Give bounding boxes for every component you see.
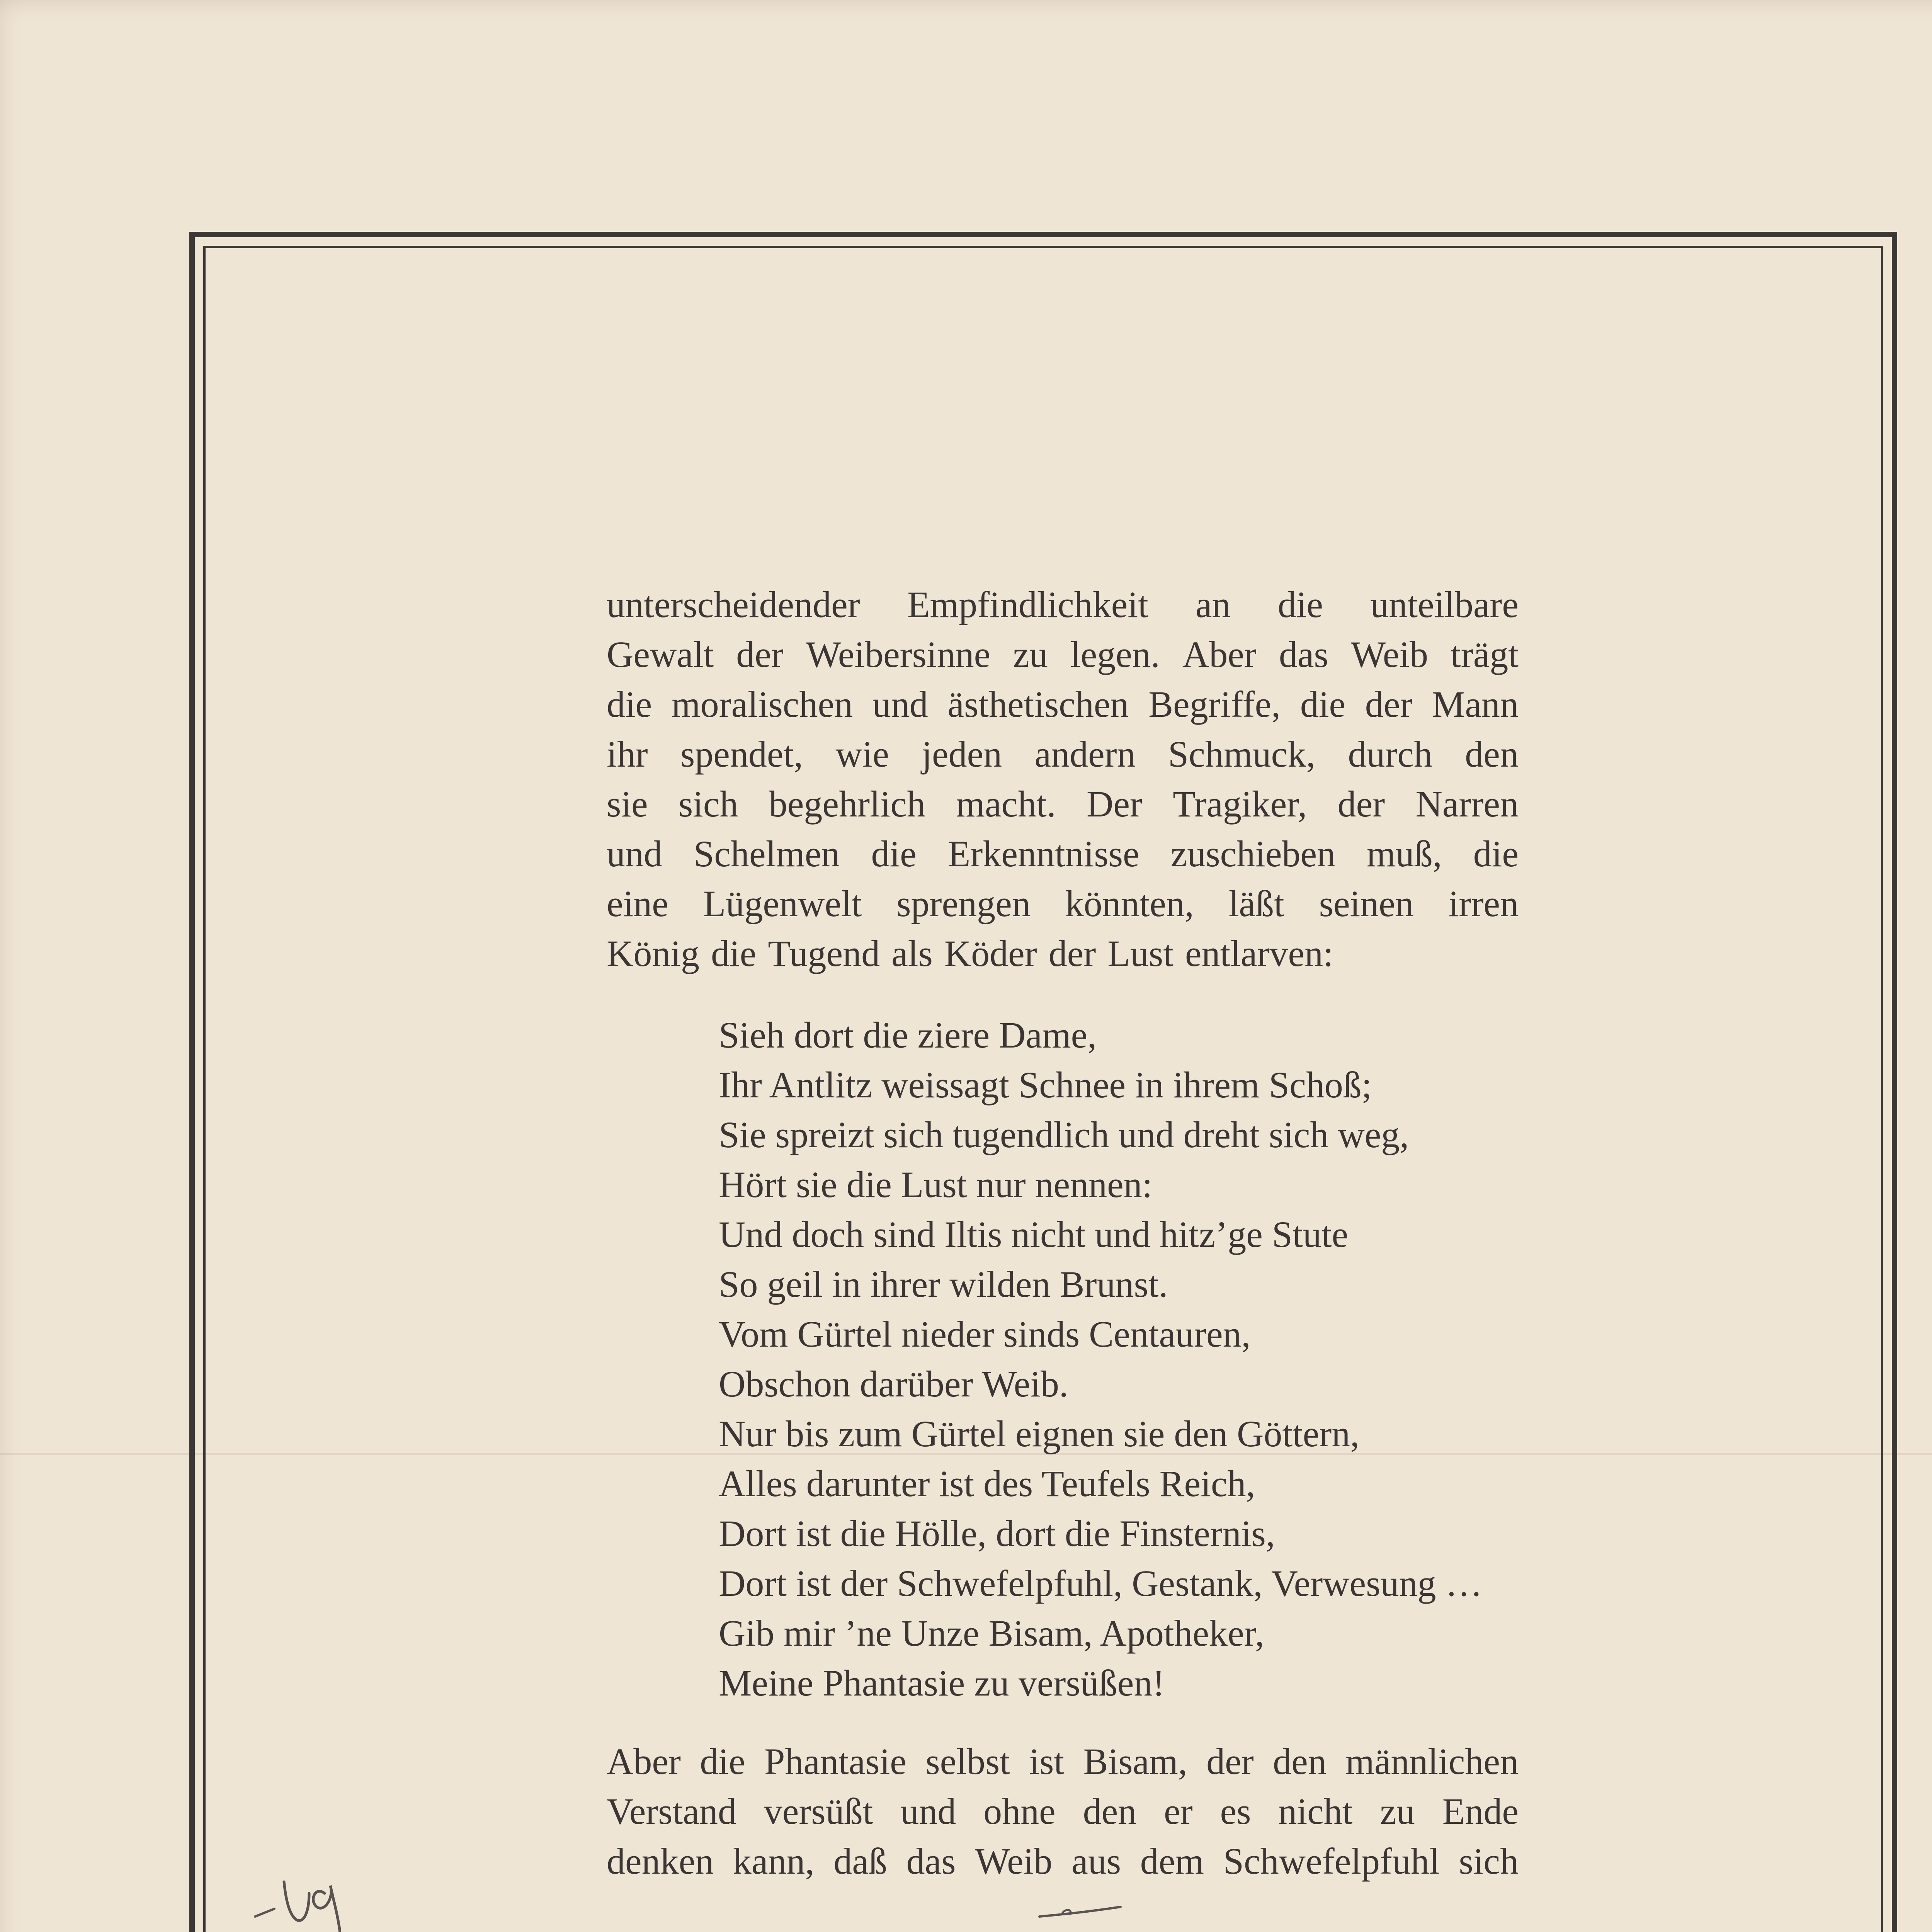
- word: sich: [678, 783, 738, 825]
- word: den: [1083, 1791, 1137, 1832]
- word: er: [1164, 1791, 1193, 1832]
- word: Verstand: [607, 1791, 736, 1832]
- word: trägt: [1451, 634, 1519, 675]
- prose-line: [607, 929, 1519, 978]
- word: durch: [1348, 733, 1433, 775]
- word: und: [872, 684, 928, 725]
- word: König: [607, 933, 699, 974]
- prose-line: [607, 679, 1519, 729]
- word: Weib: [1350, 634, 1429, 675]
- verse-line: Obschon darüber Weib.: [719, 1363, 1068, 1405]
- word: Schmuck,: [1168, 733, 1316, 775]
- word: kann,: [733, 1840, 815, 1882]
- word: Mann: [1432, 684, 1519, 725]
- verse-line: Sieh dort die ziere Dame,: [719, 1014, 1097, 1056]
- verse-line: Gib mir ’ne Unze Bisam, Apotheker,: [719, 1612, 1264, 1654]
- word: entlarven:: [1185, 933, 1333, 974]
- word: zu: [1380, 1791, 1415, 1832]
- handwritten-signature: [247, 1851, 394, 1932]
- word: versüßt: [764, 1791, 873, 1832]
- word: den: [1273, 1741, 1327, 1782]
- word: läßt: [1228, 883, 1284, 924]
- word: als: [891, 933, 933, 974]
- word: Lügenwelt: [703, 883, 862, 924]
- word: die: [607, 684, 652, 725]
- word: sprengen: [896, 883, 1031, 924]
- word: Schelmen: [693, 833, 840, 874]
- word: könnten,: [1065, 883, 1194, 924]
- word: legen.: [1070, 634, 1160, 675]
- word: der: [1048, 933, 1096, 974]
- word: Aber: [1182, 634, 1257, 675]
- word: der: [1206, 1741, 1254, 1782]
- word: an: [1195, 584, 1231, 625]
- word: Empfindlichkeit: [907, 584, 1148, 625]
- word: der: [736, 634, 784, 675]
- word: das: [1279, 634, 1328, 675]
- prose-line: [607, 1786, 1519, 1836]
- word: unteilbare: [1370, 584, 1519, 625]
- word: spendet,: [680, 733, 803, 775]
- word: die: [871, 833, 917, 874]
- word: irren: [1448, 883, 1519, 924]
- word: Tragiker,: [1173, 783, 1307, 825]
- paragraph-2: [607, 1736, 1519, 1886]
- word: es: [1220, 1791, 1251, 1832]
- verse-line: Nur bis zum Gürtel eignen sie den Göttern,: [719, 1413, 1360, 1454]
- prose-line: [607, 729, 1519, 779]
- word: jeden: [922, 733, 1002, 775]
- word: muß,: [1367, 833, 1442, 874]
- verse-line: Dort ist die Hölle, dort die Finsternis,: [719, 1513, 1275, 1554]
- word: der: [1365, 684, 1413, 725]
- verse-line: Und doch sind Iltis nicht und hitz’ge Stute: [719, 1214, 1349, 1255]
- verse-line: Alles darunter ist des Teufels Reich,: [719, 1463, 1255, 1504]
- verse-line: Meine Phantasie zu versüßen!: [719, 1662, 1165, 1704]
- word: Köder: [944, 933, 1037, 974]
- word: Tugend: [768, 933, 880, 974]
- word: Erkenntnisse: [947, 833, 1139, 874]
- prose-line: [607, 1736, 1519, 1786]
- verse-line: Sie spreizt sich tugendlich und dreht sich weg,: [719, 1114, 1409, 1155]
- word: Lust: [1107, 933, 1173, 974]
- word: macht.: [956, 783, 1056, 825]
- word: Bisam,: [1083, 1741, 1187, 1782]
- word: und: [607, 833, 662, 874]
- text-block: [607, 580, 1519, 1886]
- word: Aber: [607, 1741, 681, 1782]
- word: der: [1337, 783, 1385, 825]
- verse-line: Dort ist der Schwefelpfuhl, Gestank, Verwesung …: [719, 1563, 1483, 1604]
- verse-line: So geil in ihrer wilden Brunst.: [719, 1264, 1168, 1305]
- word: zuschieben: [1170, 833, 1336, 874]
- word: ihr: [607, 733, 648, 775]
- word: selbst: [925, 1741, 1010, 1782]
- word: Narren: [1415, 783, 1519, 825]
- word: Begriffe,: [1148, 684, 1281, 725]
- word: ästhetischen: [947, 684, 1129, 725]
- word: dem: [1140, 1840, 1204, 1882]
- word: ist: [1029, 1741, 1065, 1782]
- word: nicht: [1278, 1791, 1353, 1832]
- word: den: [1465, 733, 1519, 775]
- word: die: [711, 933, 757, 974]
- paragraph-1: [607, 580, 1519, 978]
- prose-line: [607, 779, 1519, 829]
- prose-line: [607, 629, 1519, 679]
- word: Gewalt: [607, 634, 714, 675]
- word: unterscheidender: [607, 584, 860, 625]
- prose-line: [607, 1836, 1519, 1886]
- word: die: [1300, 684, 1346, 725]
- word: wie: [835, 733, 889, 775]
- word: die: [700, 1741, 745, 1782]
- word: das: [906, 1840, 956, 1882]
- word: aus: [1071, 1840, 1121, 1882]
- prose-line: [607, 879, 1519, 929]
- verse-line: Ihr Antlitz weissagt Schnee in ihrem Schoß;: [719, 1064, 1372, 1105]
- word: daß: [833, 1840, 887, 1882]
- prose-line: [607, 580, 1519, 629]
- verse-quotation: [719, 1010, 1519, 1708]
- word: eine: [607, 883, 668, 924]
- word: Weibersinne: [806, 634, 991, 675]
- word: männlichen: [1345, 1741, 1519, 1782]
- word: moralischen: [671, 684, 853, 725]
- word: Schwefelpfuhl: [1223, 1840, 1440, 1882]
- word: zu: [1013, 634, 1048, 675]
- verse-line: Vom Gürtel nieder sinds Centauren,: [719, 1313, 1251, 1355]
- pencil-mark: [1036, 1901, 1124, 1924]
- word: andern: [1034, 733, 1136, 775]
- word: die: [1473, 833, 1519, 874]
- word: sich: [1459, 1840, 1519, 1882]
- word: ohne: [983, 1791, 1056, 1832]
- word: Der: [1086, 783, 1142, 825]
- word: und: [900, 1791, 956, 1832]
- word: Weib: [975, 1840, 1053, 1882]
- word: Ende: [1442, 1791, 1519, 1832]
- word: die: [1277, 584, 1323, 625]
- word: Phantasie: [764, 1741, 906, 1782]
- word: begehrlich: [769, 783, 925, 825]
- word: seinen: [1319, 883, 1414, 924]
- verse-line: Hört sie die Lust nur nennen:: [719, 1164, 1153, 1205]
- word: denken: [607, 1840, 714, 1882]
- prose-line: [607, 829, 1519, 879]
- word: sie: [607, 783, 648, 825]
